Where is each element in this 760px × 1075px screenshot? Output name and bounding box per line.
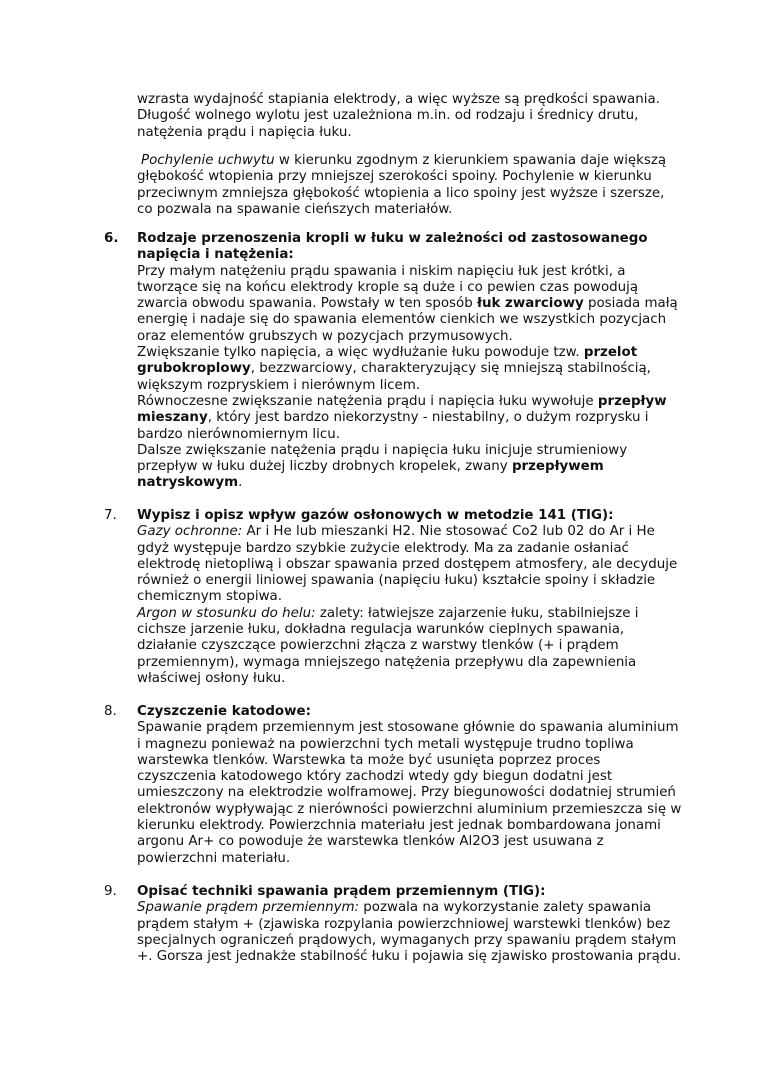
globular-term: przelot grubokroplowy xyxy=(137,345,638,377)
torch-angle-term: Pochylenie uchwytu xyxy=(141,153,275,168)
ac-welding-paragraph: Spawanie prądem przemiennym: pozwala na wykorzystanie zalety spawania prądem stałym + (zjawiska rozpylania powierzchniowej warstewki tlenków) bez specjalnych ograniczeń prądowych, wymaganych przy spawaniu prądem stałym +. Gorsza jest jednakże stabilność łuku i pojawia się zjawisko prostowania prądu. xyxy=(137,900,682,965)
section-6-number: 6. xyxy=(104,231,119,246)
spray-paragraph: Dalsze zwiększanie natężenia prądu i napięcia łuku inicjuje strumieniowy przepływ w łuku dużej liczby drobnych kropelek, zwany przepływem natryskowym. xyxy=(137,442,628,491)
shielding-gases-paragraph: Gazy ochronne: Ar i He lub mieszanki H2. Nie stosować Co2 lub 02 do Ar i He gdyż występuje bardzo szybkie zużycie elektrody. Ma za zadanie osłaniać elektrodę nietopliwą i obszar spawania przed dostępem atmosfery, ale decyduje również o energii liniowej spawania (napięciu łuku) kształcie spoiny i składzie chemicznym stopiwa. xyxy=(137,524,678,605)
intro-paragraph-1: wzrasta wydajność stapiania elektrody, a więc wyższe są prędkości spawania. Długość wolnego wylotu jest uzależniona m.in. od rodzaju i średnicy drutu, natężenia prądu i napięcia łuku. xyxy=(137,92,660,140)
section-7-number: 7. xyxy=(104,508,117,523)
argon-vs-helium-term: Argon w stosunku do helu: xyxy=(137,605,316,621)
ac-welding-term: Spawanie prądem przemiennym: xyxy=(137,900,360,916)
short-arc-term: łuk zwarciowy xyxy=(476,296,584,312)
section-9-number: 9. xyxy=(104,884,117,899)
section-8-number: 8. xyxy=(104,704,117,719)
mixed-term: przepływ mieszany xyxy=(137,393,667,426)
section-7-heading: Wypisz i opisz wpływ gazów osłonowych w metodzie 141 (TIG): xyxy=(137,508,614,523)
section-9-heading: Opisać techniki spawania prądem przemiennym (TIG): xyxy=(137,884,546,899)
mixed-paragraph: Równoczesne zwiększanie natężenia prądu i napięcia łuku wywołuje przepływ mieszany, który jest bardzo niekorzystny - niestabilny, o dużym rozprysku i bardzo nierównomiernym licu. xyxy=(137,393,667,442)
cathodic-cleaning-paragraph: Spawanie prądem przemiennym jest stosowane głównie do spawania aluminium i magnezu ponieważ na powierzchni tych metali występuje trudno topliwa warstewka tlenków. Warstewka ta może być usunięta poprzez proces czyszczenia katodowego który zachodzi wtedy gdy biegun dodatni jest umieszczony na elektrodzie wolframowej. Przy biegunowości dodatniej strumień elektronów wypływając z nierówności powierzchni aluminium przemieszcza się w kierunku elektrody. Powierzchnia materiału jest jednak bombardowana jonami argonu Ar+ co powoduje że warstewka tlenków Al2O3 jest usuwana z powierzchni materiału. xyxy=(137,720,682,866)
shielding-gases-term: Gazy ochronne: xyxy=(137,524,243,540)
short-arc-paragraph: Przy małym natężeniu prądu spawania i niskim napięciu łuk jest krótki, a tworzące się na końcu elektrody krople są duże i co pewien czas powodują zwarcia obwodu spawania. Powstały w ten sposób łuk zwarciowy posiada małą energię i nadaje się do spawania elementów cienkich we wszystkich pozycjach oraz elementów grubszych w pozycjach przymusowych. xyxy=(137,263,678,344)
intro-paragraph-2 xyxy=(137,153,677,218)
section-8-heading: Czyszczenie katodowe: xyxy=(137,704,311,719)
torch-angle-text: w kierunku zgodnym z kierunkiem spawania daje większą głębokość wtopienia przy mniejszej szerokości spoiny. Pochylenie w kierunku przeciwnym zmniejsza głębokość wtopienia a lico spoiny jest wyższe i szersze, co pozwala na spawanie cieńszych materiałów. xyxy=(137,153,667,217)
section-6-heading: Rodzaje przenoszenia kropli w łuku w zależności od zastosowanego napięcia i natężenia: xyxy=(137,231,648,263)
argon-vs-helium-paragraph: Argon w stosunku do helu: zalety: łatwiejsze zajarzenie łuku, stabilniejsze i cichsze jarzenie łuku, dokładna regulacja warunków cieplnych spawania, działanie czyszczące powierzchni złącza z warstwy tlenków (+ i prądem przemiennym), wymaga mniejszego natężenia przepływu dla zapewnienia właściwej osłony łuku. xyxy=(137,605,639,686)
spray-term: przepływem natryskowym xyxy=(137,459,604,491)
globular-paragraph: Zwiększanie tylko napięcia, a więc wydłużanie łuku powoduje tzw. przelot grubokroplowy, bezzwarciowy, charakteryzujący się mniejszą stabilnością, większym rozpryskiem i nierównym licem. xyxy=(137,345,651,393)
